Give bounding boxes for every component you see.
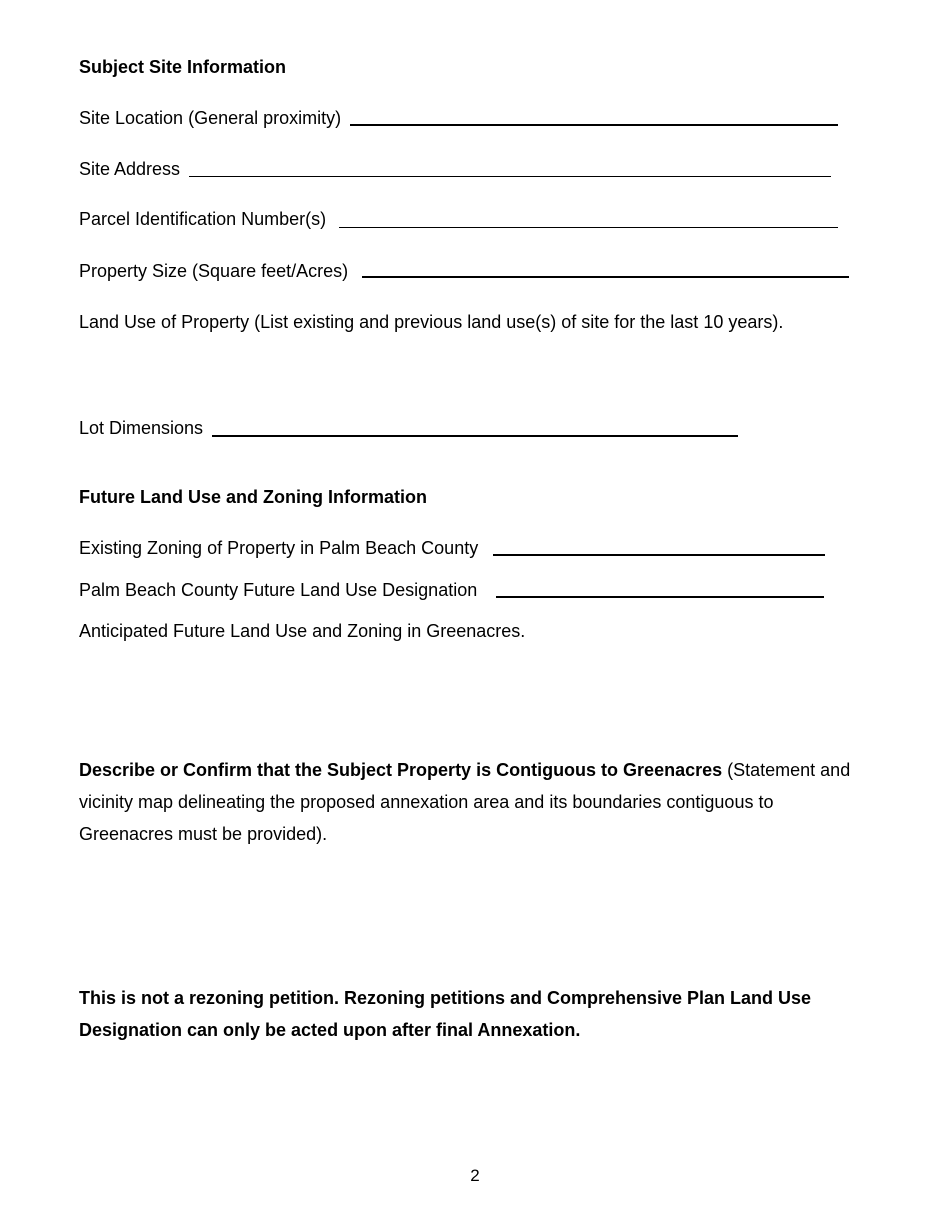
lot-dimensions-label: Lot Dimensions — [79, 418, 204, 438]
section-heading-subject-site: Subject Site Information — [79, 57, 287, 77]
land-use-label: Land Use of Property (List existing and previous land use(s) of site for the last 10 years). — [79, 312, 784, 332]
contiguous-heading: Describe or Confirm that the Subject Property is Contiguous to Greenacres — [79, 760, 723, 780]
page-number: 2 — [470, 1166, 480, 1185]
rezoning-notice: This is not a rezoning petition. Rezoning petitions and Comprehensive Plan Land Use Designation can only be acted upon after final Annexation. — [79, 988, 812, 1040]
parcel-id-label: Parcel Identification Number(s) — [79, 209, 327, 229]
property-size-label: Property Size (Square feet/Acres) — [79, 261, 349, 281]
contiguous-instructions: (Statement and vicinity map delineating the proposed annexation area and its boundaries contiguous to Greenacres must be provided). — [79, 760, 851, 844]
flu-designation-field[interactable] — [496, 596, 824, 598]
lot-dimensions-field[interactable] — [212, 435, 738, 437]
site-address-field[interactable] — [189, 176, 831, 177]
parcel-id-field[interactable] — [339, 227, 838, 228]
site-location-label: Site Location (General proximity) — [79, 108, 342, 128]
property-size-field[interactable] — [362, 276, 849, 278]
site-address-label: Site Address — [79, 159, 181, 179]
existing-zoning-label: Existing Zoning of Property in Palm Beach County — [79, 538, 479, 558]
flu-designation-label: Palm Beach County Future Land Use Designation — [79, 580, 478, 600]
anticipated-land-use-label: Anticipated Future Land Use and Zoning in Greenacres. — [79, 621, 526, 641]
contiguous-paragraph — [79, 754, 869, 850]
site-location-field[interactable] — [350, 124, 838, 126]
existing-zoning-field[interactable] — [493, 554, 825, 556]
section-heading-future-land-use: Future Land Use and Zoning Information — [79, 487, 427, 507]
